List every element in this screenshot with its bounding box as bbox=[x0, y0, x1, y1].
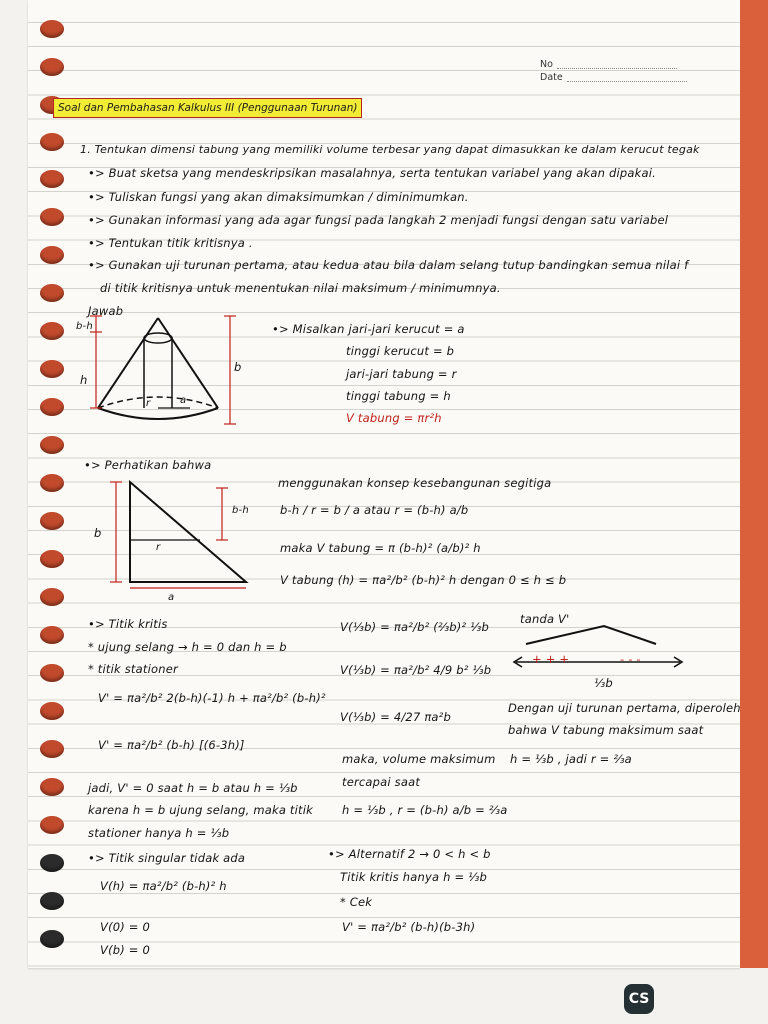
binder-hole bbox=[40, 170, 64, 188]
binder-hole bbox=[40, 892, 64, 910]
max-volume-note-2: tercapai saat bbox=[342, 775, 421, 789]
evaluation-line-1: V(⅓b) = πa²/b² (⅔b)² ⅓b bbox=[340, 620, 489, 634]
derivative-line-1: V' = πa²/b² 2(b-h)(-1) h + πa²/b² (b-h)² bbox=[98, 691, 326, 705]
only-critical-point: Titik kritis hanya h = ⅓b bbox=[340, 870, 487, 884]
derivative-line-2: V' = πa²/b² (b-h) [(6-3h)] bbox=[98, 738, 245, 752]
similarity-ratio: b-h / r = b / a atau r = (b-h) a/b bbox=[280, 503, 469, 517]
volume-recall: V(h) = πa²/b² (b-h)² h bbox=[100, 879, 227, 893]
binder-hole bbox=[40, 284, 64, 302]
stationary-note-2: stationer hanya h = ⅓b bbox=[88, 826, 230, 840]
binder-hole bbox=[40, 664, 64, 682]
problem-step-2: •> Tuliskan fungsi yang akan dimaksimumkan / diminimumkan. bbox=[88, 190, 469, 204]
binder-hole bbox=[40, 208, 64, 226]
no-label: No bbox=[540, 59, 553, 70]
answer-label: Jawab bbox=[88, 304, 124, 318]
binder-hole bbox=[40, 20, 64, 38]
binder-hole bbox=[40, 778, 64, 796]
endpoints: * ujung selang → h = 0 dan h = b bbox=[88, 640, 287, 654]
triangle-label-b-minus-h: b-h bbox=[232, 505, 249, 516]
volume-substitution: maka V tabung = π (b-h)² (a/b)² h bbox=[280, 541, 481, 555]
problem-step-1: •> Buat sketsa yang mendeskripsikan masalahnya, serta tentukan variabel yang akan dipakai. bbox=[88, 166, 656, 180]
binder-hole bbox=[40, 588, 64, 606]
no-date-box bbox=[540, 58, 687, 84]
derivative-check: V' = πa²/b² (b-h)(b-3h) bbox=[342, 920, 476, 934]
triangle-label-a: a bbox=[168, 592, 175, 603]
binder-hole bbox=[40, 550, 64, 568]
max-volume-note-1: maka, volume maksimum bbox=[342, 752, 496, 766]
similar-heading: •> Perhatikan bahwa bbox=[84, 458, 212, 472]
binder-hole bbox=[40, 322, 64, 340]
binder-hole bbox=[40, 246, 64, 264]
binder-holes bbox=[0, 0, 60, 968]
date-field bbox=[567, 71, 687, 82]
derivative-zero: jadi, V' = 0 saat h = b atau h = ⅓b bbox=[88, 781, 298, 795]
conclusion-line-2: bahwa V tabung maksimum saat bbox=[508, 723, 704, 737]
variable-a: •> Misalkan jari-jari kerucut = a bbox=[272, 322, 465, 336]
value-at-b: V(b) = 0 bbox=[100, 943, 151, 957]
binder-hole bbox=[40, 626, 64, 644]
binder-hole bbox=[40, 474, 64, 492]
sign-chart bbox=[508, 620, 688, 680]
variable-r: jari-jari tabung = r bbox=[346, 367, 457, 381]
problem-step-4: •> Tentukan titik kritisnya . bbox=[88, 236, 253, 250]
binder-hole bbox=[40, 58, 64, 76]
triangle-label-b: b bbox=[94, 526, 102, 540]
optimal-dimensions: h = ⅓b , r = (b-h) a/b = ⅔a bbox=[342, 803, 508, 817]
cone-label-b-minus-h: b-h bbox=[76, 321, 93, 332]
binder-hole bbox=[40, 930, 64, 948]
value-at-0: V(0) = 0 bbox=[100, 920, 151, 934]
sign-chart-title: tanda V' bbox=[520, 612, 570, 626]
binder-hole bbox=[40, 740, 64, 758]
cone-label-a: a bbox=[180, 395, 187, 406]
triangle-label-r: r bbox=[156, 542, 161, 553]
evaluation-line-2: V(⅓b) = πa²/b² 4/9 b² ⅓b bbox=[340, 663, 492, 677]
conclusion-line-1: Dengan uji turunan pertama, diperoleh bbox=[508, 701, 741, 715]
date-label: Date bbox=[540, 72, 563, 83]
variable-b: tinggi kerucut = b bbox=[346, 344, 455, 358]
problem-step-5: •> Gunakan uji turunan pertama, atau kedua atau bila dalam selang tutup bandingkan semua nilai f bbox=[88, 258, 689, 272]
cone-label-r: r bbox=[146, 398, 151, 409]
alternative-2: •> Alternatif 2 → 0 < h < b bbox=[328, 847, 491, 861]
sign-chart-point: ⅓b bbox=[594, 676, 613, 690]
binder-hole bbox=[40, 436, 64, 454]
sign-chart-minus: - - - bbox=[620, 652, 641, 666]
cone-label-b: b bbox=[234, 360, 242, 374]
stationary-heading: * titik stationer bbox=[88, 662, 178, 676]
binder-hole bbox=[40, 360, 64, 378]
cone-diagram bbox=[68, 312, 258, 432]
binder-hole bbox=[40, 512, 64, 530]
problem-step-3: •> Gunakan informasi yang ada agar fungsi pada langkah 2 menjadi fungsi dengan satu variabel bbox=[88, 213, 669, 227]
no-field bbox=[557, 58, 677, 69]
conclusion-line-3: h = ⅓b , jadi r = ⅔a bbox=[510, 752, 632, 766]
cone-label-h: h bbox=[80, 373, 88, 387]
binder-hole bbox=[40, 854, 64, 872]
sign-chart-plus: + + + bbox=[532, 652, 570, 666]
problem-line-1: 1. Tentukan dimensi tabung yang memiliki volume terbesar yang dapat dimasukkan ke dalam kerucut tegak bbox=[80, 143, 700, 156]
binder-hole bbox=[40, 702, 64, 720]
page-edge-strip bbox=[740, 0, 768, 968]
variable-h: tinggi tabung = h bbox=[346, 389, 451, 403]
volume-function: V tabung (h) = πa²/b² (b-h)² h dengan 0 ≤ h ≤ b bbox=[280, 573, 567, 587]
check-heading: * Cek bbox=[340, 895, 373, 909]
triangle-diagram bbox=[92, 478, 272, 598]
binder-hole bbox=[40, 133, 64, 151]
evaluation-line-3: V(⅓b) = 4/27 πa²b bbox=[340, 710, 451, 724]
similarity-concept: menggunakan konsep kesebangunan segitiga bbox=[278, 476, 552, 490]
critical-points-heading: •> Titik kritis bbox=[88, 617, 168, 631]
problem-step-5-cont: di titik kritisnya untuk menentukan nilai maksimum / minimumnya. bbox=[100, 281, 501, 295]
stationary-note-1: karena h = b ujung selang, maka titik bbox=[88, 803, 313, 817]
volume-formula: V tabung = πr²h bbox=[346, 411, 442, 425]
singular-note: •> Titik singular tidak ada bbox=[88, 851, 246, 865]
binder-hole bbox=[40, 398, 64, 416]
binder-hole bbox=[40, 816, 64, 834]
camscanner-badge: CS bbox=[624, 984, 654, 1014]
page-title: Soal dan Pembahasan Kalkulus III (Penggunaan Turunan) bbox=[53, 98, 362, 118]
